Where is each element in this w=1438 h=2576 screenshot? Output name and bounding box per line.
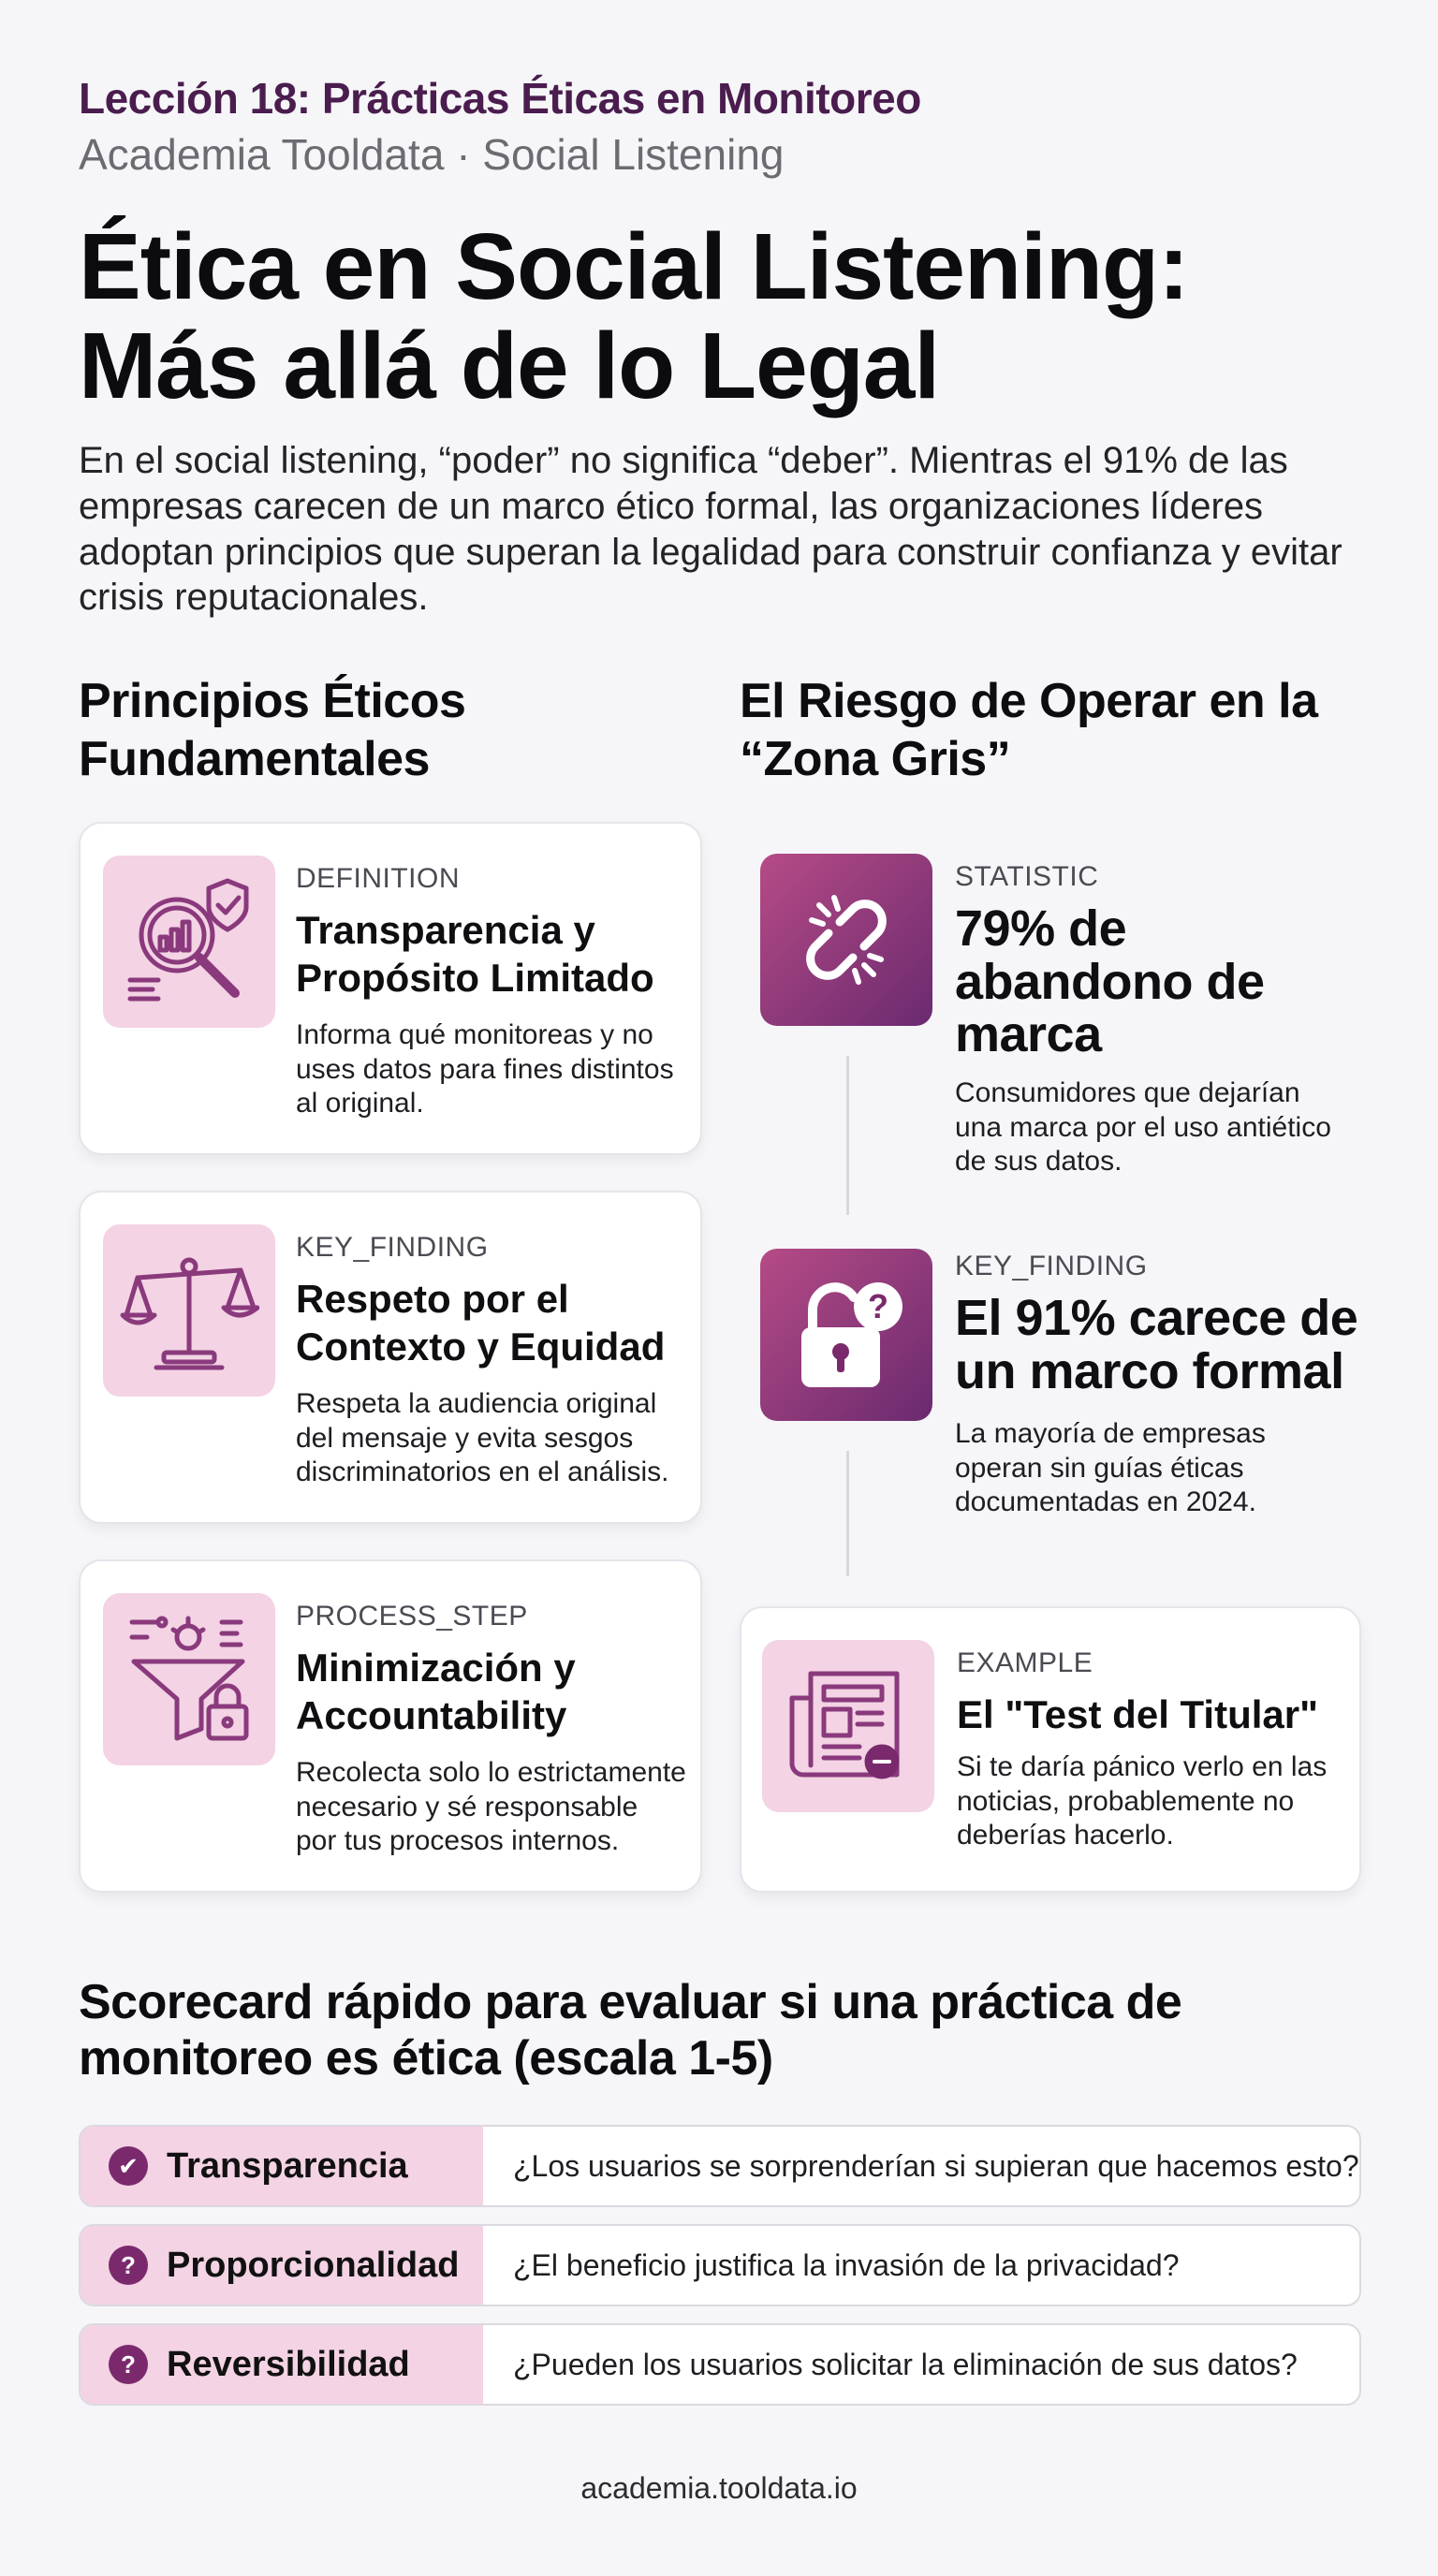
page-title-line: Ética en Social Listening: [79,214,1189,319]
risk-item-abandonment [740,822,1376,1196]
newspaper-icon [762,1640,934,1812]
source-label: Academia Tooldata · Social Listening [79,130,785,179]
card-tag: STATISTIC [955,861,1099,892]
scorecard-row [79,2224,1361,2306]
card-description [296,1756,698,1859]
scorecard-row [79,2125,1361,2207]
card-title-line: abandono de [955,953,1265,1010]
scorecard-criterion [81,2226,483,2305]
card-title-line: Transparencia y [296,908,595,952]
scorecard-criterion [81,2127,483,2205]
card-description-line: una marca por el uso antiético [955,1111,1331,1143]
card-tag: EXAMPLE [957,1647,1093,1678]
page-title [79,214,1371,418]
balance-scale-icon [103,1224,275,1397]
principle-card-transparency [79,822,702,1155]
risk-heading [740,672,1376,789]
card-description [957,1750,1350,1853]
card-description-line: discriminatorios en el análisis. [296,1456,669,1488]
card-description-line: operan sin guías éticas [955,1452,1244,1484]
card-title-line: Propósito Limitado [296,956,654,1001]
svg-text:?: ? [868,1287,888,1325]
principles-heading-line: Fundamentales [79,732,430,787]
scorecard-criterion-label: Proporcionalidad [167,2245,460,2285]
scorecard-question: ¿El beneficio justifica la invasión de la privacidad? [513,2247,1180,2282]
card-description-line: noticias, probablemente no [957,1785,1295,1817]
card-title [955,902,1367,1061]
card-title-line: Accountability [296,1693,567,1738]
card-description-line: deberías hacerlo. [957,1820,1174,1852]
question-icon: ? [109,2345,148,2384]
card-title-line: Respeto por el [296,1277,569,1321]
principle-card-minimization [79,1559,702,1893]
check-icon: ✔ [109,2146,148,2186]
card-description-line: del mensaje y evita sesgos [296,1422,634,1454]
card-title [296,1275,689,1370]
scorecard-heading [79,1975,1371,2087]
card-description-line: por tus procesos internos. [296,1825,620,1857]
lesson-label: Lección 18: Prácticas Éticas en Monitoreo [79,74,921,123]
card-tag: KEY_FINDING [296,1232,489,1263]
scorecard-question: ¿Los usuarios se sorprenderían si supieran que hacemos esto? [513,2148,1359,2183]
card-tag: KEY_FINDING [955,1251,1148,1281]
card-description-line: de sus datos. [955,1146,1123,1178]
card-title-line: 79% de [955,900,1127,957]
risk-item-framework [740,1217,1376,1535]
card-title-line: marca [955,1006,1102,1063]
risk-card-headline-test [740,1606,1361,1893]
card-title [296,1644,689,1739]
magnifier-shield-icon [103,856,275,1028]
scorecard-criterion-label: Reversibilidad [167,2344,410,2384]
page-title-line: Más allá de lo Legal [79,314,940,418]
card-description-line: al original. [296,1088,424,1120]
risk-heading-line: El Riesgo de Operar en la [740,674,1318,728]
scorecard-heading-line: Scorecard rápido para evaluar si una práctica de [79,1975,1182,2029]
question-icon: ? [109,2246,148,2285]
principle-card-context [79,1191,702,1524]
unlocked-padlock-question-icon [760,1249,932,1421]
scorecard-row [79,2323,1361,2406]
card-description-line: necesario y sé responsable [296,1791,638,1822]
card-title-line: El "Test del Titular" [957,1692,1319,1736]
card-title-line: Contexto y Equidad [296,1325,666,1369]
card-description [296,1387,689,1490]
card-description-line: La mayoría de empresas [955,1418,1266,1449]
card-title-line: El 91% carece de [955,1290,1358,1346]
card-title [955,1292,1376,1398]
card-description [955,1417,1367,1520]
scorecard-criterion-label: Transparencia [167,2145,408,2186]
card-description-line: Si te daría pánico verlo en las [957,1751,1328,1782]
card-title-line: un marco formal [955,1342,1344,1399]
card-description-line: Informa qué monitoreas y no [296,1019,653,1050]
card-description-line: documentadas en 2024. [955,1486,1256,1518]
footer-url: academia.tooldata.io [580,2471,858,2505]
principles-heading [79,672,678,789]
card-description-line: Respeta la audiencia original [296,1388,657,1419]
card-tag: DEFINITION [296,863,460,894]
card-description-line: uses datos para fines distintos [296,1053,674,1085]
card-description [955,1076,1367,1179]
card-title [296,906,689,1002]
card-title [957,1690,1350,1738]
scorecard-question: ¿Pueden los usuarios solicitar la eliminación de sus datos? [513,2347,1298,2381]
principles-heading-line: Principios Éticos [79,674,466,728]
intro-paragraph: En el social listening, “poder” no significa “deber”. Mientras el 91% de las empresas carecen de un marco ético formal, las organizaciones líderes adoptan principios que superan la legalidad para construir confianza y evitar crisis reputacionales. [79,440,1343,619]
risk-heading-line: “Zona Gris” [740,732,1011,787]
card-description-line: Consumidores que dejarían [955,1077,1300,1108]
card-description [296,1018,689,1121]
broken-link-icon [760,854,932,1026]
scorecard-heading-line: monitoreo es ética (escala 1-5) [79,2030,773,2086]
card-description-line: Recolecta solo lo estrictamente [296,1757,686,1788]
funnel-lock-icon [103,1593,275,1765]
card-title-line: Minimización y [296,1646,576,1690]
card-tag: PROCESS_STEP [296,1601,528,1632]
scorecard-criterion [81,2325,483,2404]
